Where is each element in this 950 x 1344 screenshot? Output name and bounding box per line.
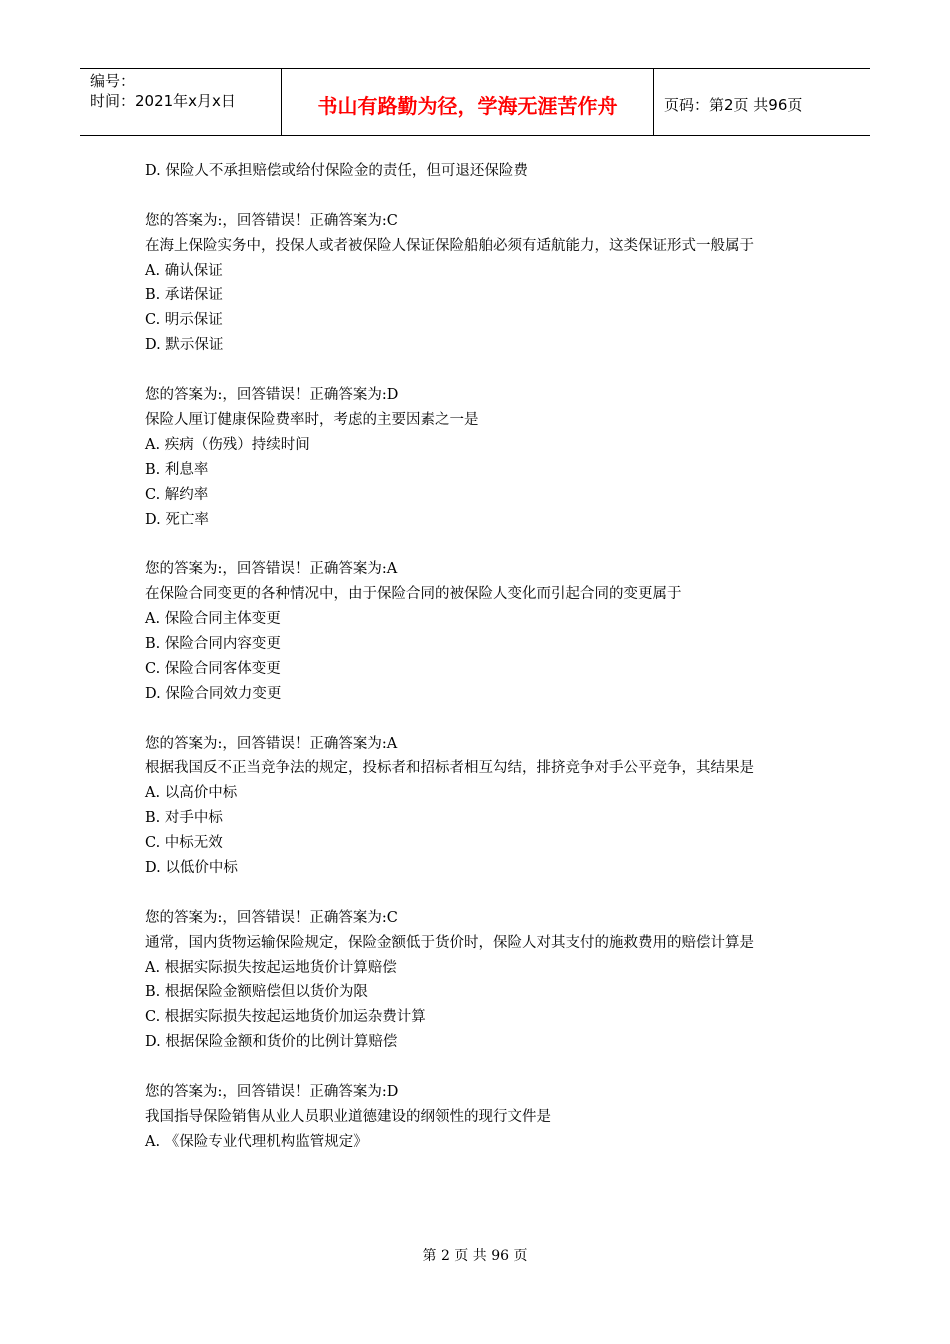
document-body xyxy=(145,159,810,1155)
question-block xyxy=(145,557,810,706)
answer-line: 您的答案为:，回答错误！正确答案为:A xyxy=(145,735,398,752)
page-header xyxy=(80,68,870,136)
question-block xyxy=(145,1080,810,1155)
option: D. 死亡率 xyxy=(145,511,209,528)
question-stem: 我国指导保险销售从业人员职业道德建设的纲领性的现行文件是 xyxy=(145,1108,551,1125)
question-stem: 在保险合同变更的各种情况中，由于保险合同的被保险人变化而引起合同的变更属于 xyxy=(145,586,682,603)
answer-line: 您的答案为:，回答错误！正确答案为:A xyxy=(145,561,398,578)
question-block xyxy=(145,732,810,881)
answer-line: 您的答案为:，回答错误！正确答案为:C xyxy=(145,909,398,926)
option: D. 根据保险金额和货价的比例计算赔偿 xyxy=(145,1034,398,1051)
answer-line: 您的答案为:，回答错误！正确答案为:D xyxy=(145,387,399,404)
header-meta xyxy=(80,69,282,135)
header-motto: 书山有路勤为径，学海无涯苦作舟 xyxy=(282,69,654,135)
question-stem: 通常，国内货物运输保险规定，保险金额低于货价时，保险人对其支付的施救费用的赔偿计算是 xyxy=(145,934,754,951)
answer-line: 您的答案为:，回答错误！正确答案为:C xyxy=(145,212,398,229)
question-block xyxy=(145,383,810,532)
option: C. 根据实际损失按起运地货价加运杂费计算 xyxy=(145,1009,426,1026)
option: C. 解约率 xyxy=(145,486,209,503)
option: D. 保险合同效力变更 xyxy=(145,685,282,702)
option: B. 对手中标 xyxy=(145,810,223,827)
option: A. 疾病（伤残）持续时间 xyxy=(145,436,310,453)
question-stem: 保险人厘订健康保险费率时，考虑的主要因素之一是 xyxy=(145,411,479,428)
previous-option-d: D. 保险人不承担赔偿或给付保险金的责任，但可退还保险费 xyxy=(145,163,528,179)
question-stem: 根据我国反不正当竞争法的规定，投标者和招标者相互勾结，排挤竞争对手公平竞争，其结果是 xyxy=(145,760,754,777)
option: C. 中标无效 xyxy=(145,835,223,852)
option: C. 保险合同客体变更 xyxy=(145,660,281,677)
number-label: 编号： xyxy=(90,72,136,90)
option: A. 确认保证 xyxy=(145,262,223,279)
option: B. 根据保险金额赔偿但以货价为限 xyxy=(145,984,368,1001)
option: A. 《保险专业代理机构监管规定》 xyxy=(145,1133,368,1150)
option: A. 保险合同主体变更 xyxy=(145,611,281,628)
option: D. 以低价中标 xyxy=(145,860,238,876)
option: B. 利息率 xyxy=(145,461,209,478)
time-label: 时间：2021年x月x日 xyxy=(90,92,236,110)
question-stem: 在海上保险实务中，投保人或者被保险人保证保险船舶必须有适航能力，这类保证形式一般属于 xyxy=(145,237,754,254)
option: A. 根据实际损失按起运地货价计算赔偿 xyxy=(145,959,397,976)
option: A. 以高价中标 xyxy=(145,785,238,802)
question-block xyxy=(145,906,810,1055)
header-page-label: 页码：第2页 共96页 xyxy=(664,95,803,114)
option: B. 承诺保证 xyxy=(145,287,223,304)
answer-line: 您的答案为:，回答错误！正确答案为:D xyxy=(145,1084,399,1101)
option: C. 明示保证 xyxy=(145,312,223,329)
page-footer: 第 2 页 共 96 页 xyxy=(422,1248,528,1264)
option: B. 保险合同内容变更 xyxy=(145,635,281,652)
option: D. 默示保证 xyxy=(145,337,224,354)
question-block xyxy=(145,209,810,358)
